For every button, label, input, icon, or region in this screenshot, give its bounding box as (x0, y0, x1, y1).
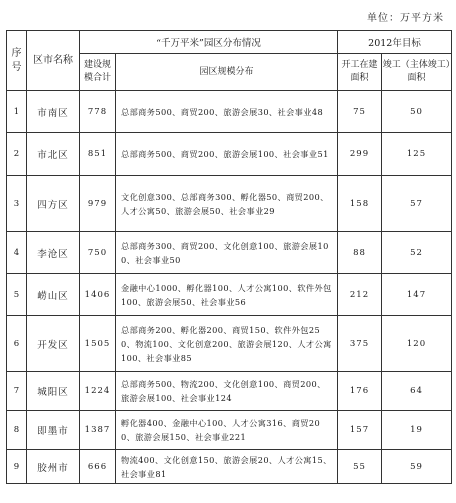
row-index: 1 (7, 91, 27, 133)
row-total: 1505 (80, 316, 116, 372)
row-distribution: 物流400、文化创意150、旅游会展20、人才公寓15、社会事业81 (116, 450, 338, 484)
row-total: 666 (80, 450, 116, 484)
header-total: 建设规模合计 (80, 54, 116, 91)
row-distribution: 总部商务500、物流200、文化创意100、商贸200、旅游会展100、社会事业124 (116, 372, 338, 411)
header-row-1 (7, 31, 452, 54)
row-distribution: 总部商务500、商贸200、旅游会展30、社会事业48 (116, 91, 338, 133)
row-completed: 59 (382, 450, 452, 484)
row-completed: 57 (382, 176, 452, 232)
table-row (7, 91, 452, 133)
row-index: 8 (7, 411, 27, 450)
row-completed: 120 (382, 316, 452, 372)
row-index: 6 (7, 316, 27, 372)
table-row (7, 232, 452, 274)
table-row (7, 316, 452, 372)
unit-label: 单位：万平方米 (367, 13, 444, 24)
row-started: 375 (338, 316, 382, 372)
row-district: 崂山区 (27, 274, 80, 316)
header-index: 序号 (7, 31, 27, 91)
row-district: 胶州市 (27, 450, 80, 484)
header-group-title: “千万平米”园区分布情况 (80, 31, 338, 54)
row-district: 开发区 (27, 316, 80, 372)
row-distribution: 总部商务200、孵化器200、商贸150、软件外包250、物流100、文化创意200、旅游会展120、人才公寓100、社会事业85 (116, 316, 338, 372)
table-row (7, 274, 452, 316)
row-completed: 50 (382, 91, 452, 133)
row-distribution: 文化创意300、总部商务300、孵化器50、商贸200、人才公寓50、旅游会展50、社会事业29 (116, 176, 338, 232)
row-district: 李沧区 (27, 232, 80, 274)
table-row (7, 411, 452, 450)
header-district: 区市名称 (27, 31, 80, 91)
row-total: 1406 (80, 274, 116, 316)
row-completed: 125 (382, 133, 452, 176)
row-completed: 147 (382, 274, 452, 316)
header-target-title: 2012年目标 (338, 31, 452, 54)
row-district: 城阳区 (27, 372, 80, 411)
row-index: 9 (7, 450, 27, 484)
header-distribution: 园区规模分布 (116, 54, 338, 91)
row-district: 市北区 (27, 133, 80, 176)
row-index: 7 (7, 372, 27, 411)
row-index: 3 (7, 176, 27, 232)
row-distribution: 孵化器400、金融中心100、人才公寓316、商贸200、旅游会展150、社会事业221 (116, 411, 338, 450)
row-started: 75 (338, 91, 382, 133)
row-total: 750 (80, 232, 116, 274)
header-started: 开工在建面积 (338, 54, 382, 91)
row-index: 4 (7, 232, 27, 274)
row-started: 88 (338, 232, 382, 274)
row-total: 778 (80, 91, 116, 133)
header-completed: 竣工（主体竣工）面积 (382, 54, 452, 91)
row-completed: 64 (382, 372, 452, 411)
row-distribution: 总部商务500、商贸200、旅游会展100、社会事业51 (116, 133, 338, 176)
row-started: 55 (338, 450, 382, 484)
row-district: 四方区 (27, 176, 80, 232)
row-total: 1224 (80, 372, 116, 411)
row-started: 158 (338, 176, 382, 232)
row-distribution: 总部商务300、商贸200、文化创意100、旅游会展100、社会事业50 (116, 232, 338, 274)
row-total: 851 (80, 133, 116, 176)
table-row (7, 133, 452, 176)
row-started: 157 (338, 411, 382, 450)
row-index: 5 (7, 274, 27, 316)
row-started: 212 (338, 274, 382, 316)
table-row (7, 450, 452, 484)
table-row (7, 372, 452, 411)
row-distribution: 金融中心1000、孵化器100、人才公寓100、软件外包100、旅游会展50、社会事业56 (116, 274, 338, 316)
table-row (7, 176, 452, 232)
row-index: 2 (7, 133, 27, 176)
park-distribution-table (6, 30, 452, 484)
row-total: 979 (80, 176, 116, 232)
row-total: 1387 (80, 411, 116, 450)
row-district: 即墨市 (27, 411, 80, 450)
row-completed: 19 (382, 411, 452, 450)
row-completed: 52 (382, 232, 452, 274)
row-started: 299 (338, 133, 382, 176)
row-started: 176 (338, 372, 382, 411)
row-district: 市南区 (27, 91, 80, 133)
